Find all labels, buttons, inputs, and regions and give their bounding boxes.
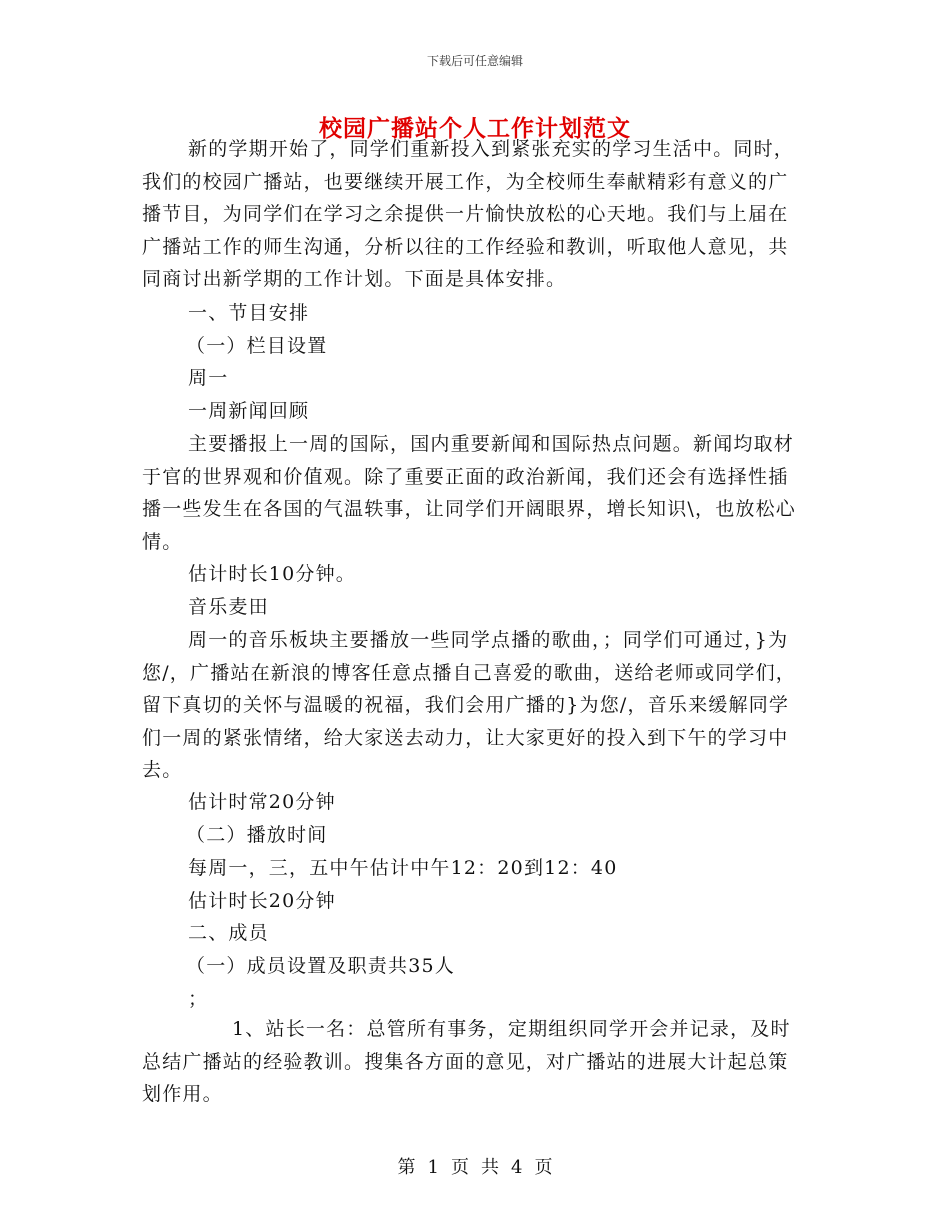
member-item-1: 1、站长一名：总管所有事务，定期组织同学开会并记录，及时总结广播站的经验教训。搜集各方面的意见，对广播站的进展大计起总策划作用。 xyxy=(142,1018,791,1105)
day-label-monday: 周一 xyxy=(188,367,229,389)
program-title-news: 一周新闻回顾 xyxy=(188,400,310,422)
broadcast-schedule: 每周一，三，五中午估计中午12：20到12：40 xyxy=(188,857,618,879)
footer-label-gong: 共 xyxy=(481,1157,499,1178)
program-title-music: 音乐麦田 xyxy=(188,596,269,618)
page-footer xyxy=(0,1153,950,1179)
section-heading-2: 二、成员 xyxy=(188,922,269,944)
subsection-heading-2-1: （一）成员设置及职责共35人 xyxy=(186,955,455,977)
footer-label-di: 第 xyxy=(397,1157,416,1178)
subsection-heading-1-2: （二）播放时间 xyxy=(186,824,328,846)
stray-semicolon: ； xyxy=(188,988,209,1010)
intro-paragraph: 新的学期开始了，同学们重新投入到紧张充实的学习生活中。同时，我们的校园广播站，也要继续开展工作，为全校师生奉献精彩有意义的广播节目，为同学们在学习之余提供一片愉快放松的心天地。我们与上届在广播站工作的师生沟通，分析以往的工作经验和教训，听取他人意见，共同商讨出新学期的工作计划。下面是具体安排。 xyxy=(142,138,795,290)
music-duration: 估计时常20分钟 xyxy=(188,791,336,813)
current-page-number: 1 xyxy=(427,1157,439,1178)
page-header: 下载后可任意编辑 xyxy=(426,54,523,68)
news-description: 主要播报上一周的国际，国内重要新闻和国际热点问题。新闻均取材于官的世界观和价值观。除了重要正面的政治新闻，我们还会有选择性插播一些发生在各国的气温轶事，让同学们开阔眼界，增长知识\，也放松心情。 xyxy=(142,433,797,553)
subsection-heading-1-1: （一）栏目设置 xyxy=(186,335,328,357)
section-heading-1: 一、节目安排 xyxy=(188,302,310,324)
music-description: 周一的音乐板块主要播放一些同学点播的歌曲，；同学们可通过，}为您/，广播站在新浪的博客任意点播自己喜爱的歌曲，送给老师或同学们，留下真切的关怀与温暖的祝福，我们会用广播的}为您/，音乐来缓解同学们一周的紧张情绪，给大家送去动力，让大家更好的投入到下午的学习中去。 xyxy=(142,629,797,781)
news-duration: 估计时长10分钟。 xyxy=(188,563,356,585)
total-pages-number: 4 xyxy=(511,1157,523,1178)
document-title: 校园广播站个人工作计划范文 xyxy=(319,115,631,142)
schedule-duration: 估计时长20分钟 xyxy=(188,890,336,912)
footer-label-ye-2: 页 xyxy=(534,1157,553,1178)
footer-label-ye: 页 xyxy=(451,1157,469,1178)
